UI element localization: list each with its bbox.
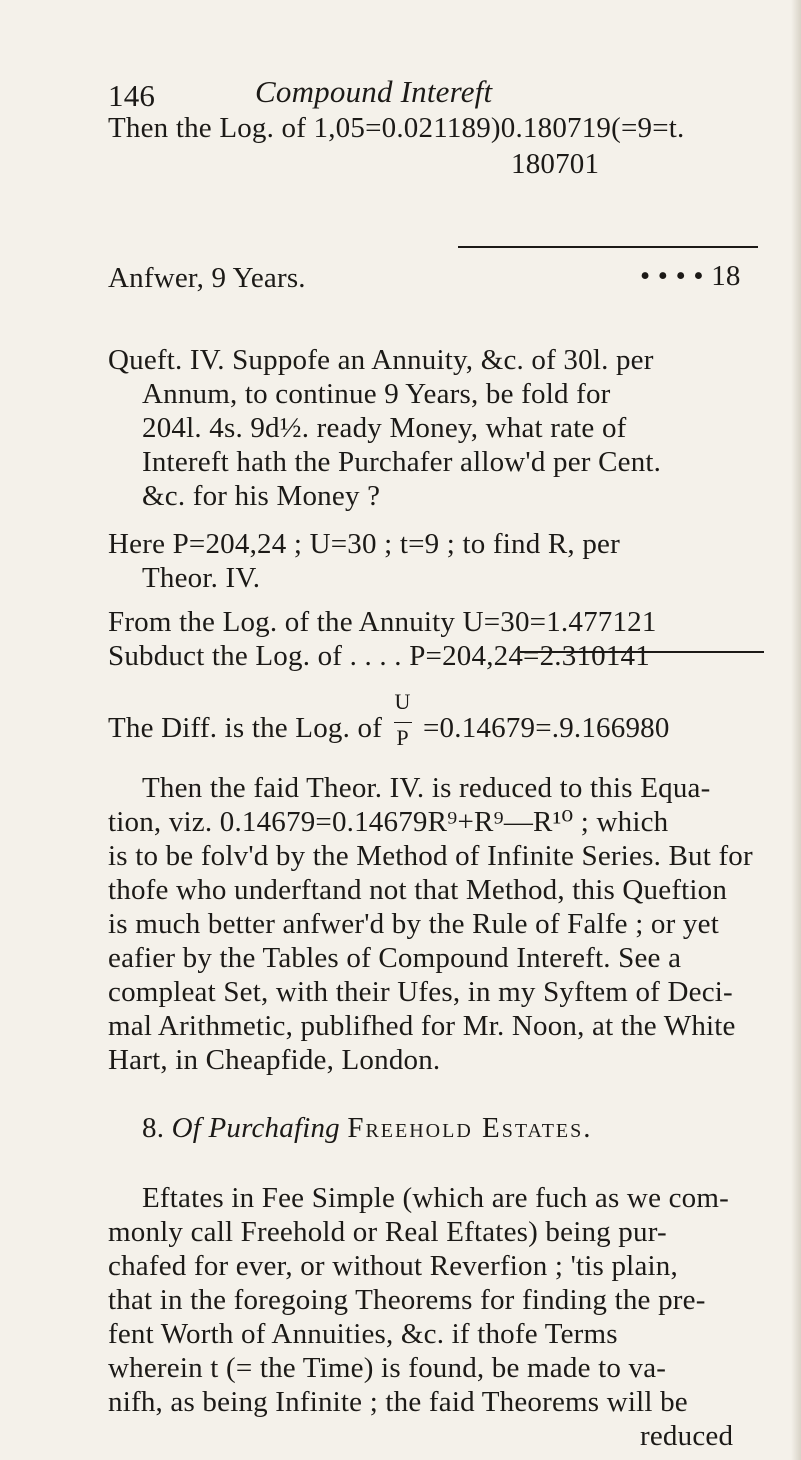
catchword: reduced	[640, 1420, 734, 1452]
question-line: 204l. 4s. 9d½. ready Money, what rate of	[142, 412, 627, 444]
question-line: Intereft hath the Purchafer allow'd per Cent.	[142, 446, 662, 478]
page-edge-shadow	[791, 0, 801, 1460]
calc-line: Then the Log. of 1,05=0.021189)0.180719(=9=t.	[108, 112, 685, 144]
divider-rule	[458, 246, 758, 248]
fraction-numerator: U	[394, 689, 411, 714]
given-line: Here P=204,24 ; U=30 ; t=9 ; to find R, per	[108, 528, 620, 560]
paragraph-line: chafed for ever, or without Reverfion ; 'tis plain,	[108, 1250, 678, 1282]
paragraph-line: mal Arithmetic, publifhed for Mr. Noon, at the White	[108, 1010, 736, 1042]
paragraph-line: nifh, as being Infinite ; the faid Theorems will be	[108, 1386, 688, 1418]
paragraph-line: is to be folv'd by the Method of Infinite Series. But for	[108, 840, 753, 872]
diff-prefix: The Diff. is the Log. of	[108, 712, 383, 744]
paragraph-line: wherein t (= the Time) is found, be made to va-	[108, 1352, 667, 1384]
paragraph-line: tion, viz. 0.14679=0.14679R⁹+R⁹—R¹⁰ ; which	[108, 806, 669, 838]
log-line: From the Log. of the Annuity U=30=1.477121	[108, 606, 657, 638]
paragraph-line: Eftates in Fee Simple (which are fuch as we com-	[142, 1182, 729, 1214]
given-line: Theor. IV.	[142, 562, 261, 594]
divider-rule	[520, 651, 764, 653]
answer-remainder: • • • • 18	[640, 260, 741, 292]
paragraph-line: that in the foregoing Theorems for finding the pre-	[108, 1284, 706, 1316]
fraction-denominator: P	[396, 725, 409, 750]
section-number: 8.	[142, 1112, 165, 1144]
question-line: Annum, to continue 9 Years, be fold for	[142, 378, 611, 410]
fraction	[390, 689, 416, 750]
log-line: Subduct the Log. of . . . . P=204,24=2.310141	[108, 640, 650, 672]
question-line: Queft. IV. Suppofe an Annuity, &c. of 30l. per	[108, 344, 654, 376]
paragraph-line: Then the faid Theor. IV. is reduced to this Equa-	[142, 772, 711, 804]
diff-suffix: =0.14679=.9.166980	[422, 712, 670, 744]
paragraph-line: compleat Set, with their Ufes, in my Syftem of Deci-	[108, 976, 733, 1008]
paragraph-line: is much better anfwer'd by the Rule of Falfe ; or yet	[108, 908, 719, 940]
paragraph-line: thofe who underftand not that Method, this Queftion	[108, 874, 728, 906]
diff-line	[108, 689, 670, 750]
calc-line: 180701	[511, 148, 600, 180]
paragraph-line: Hart, in Cheapfide, London.	[108, 1044, 441, 1076]
paragraph-line: eafier by the Tables of Compound Intereft. See a	[108, 942, 682, 974]
answer-text: Anfwer, 9 Years.	[108, 262, 306, 294]
page-number: 146	[108, 78, 156, 113]
question-line: &c. for his Money ?	[142, 480, 381, 512]
paragraph-line: fent Worth of Annuities, &c. if thofe Terms	[108, 1318, 618, 1350]
paragraph-line: monly call Freehold or Real Eftates) being pur-	[108, 1216, 667, 1248]
section-heading	[142, 1110, 593, 1146]
section-title-italic: Of Purchafing	[171, 1112, 340, 1144]
section-title-caps: Freehold Estates.	[347, 1112, 593, 1144]
running-title: Compound Intereft	[255, 74, 493, 109]
